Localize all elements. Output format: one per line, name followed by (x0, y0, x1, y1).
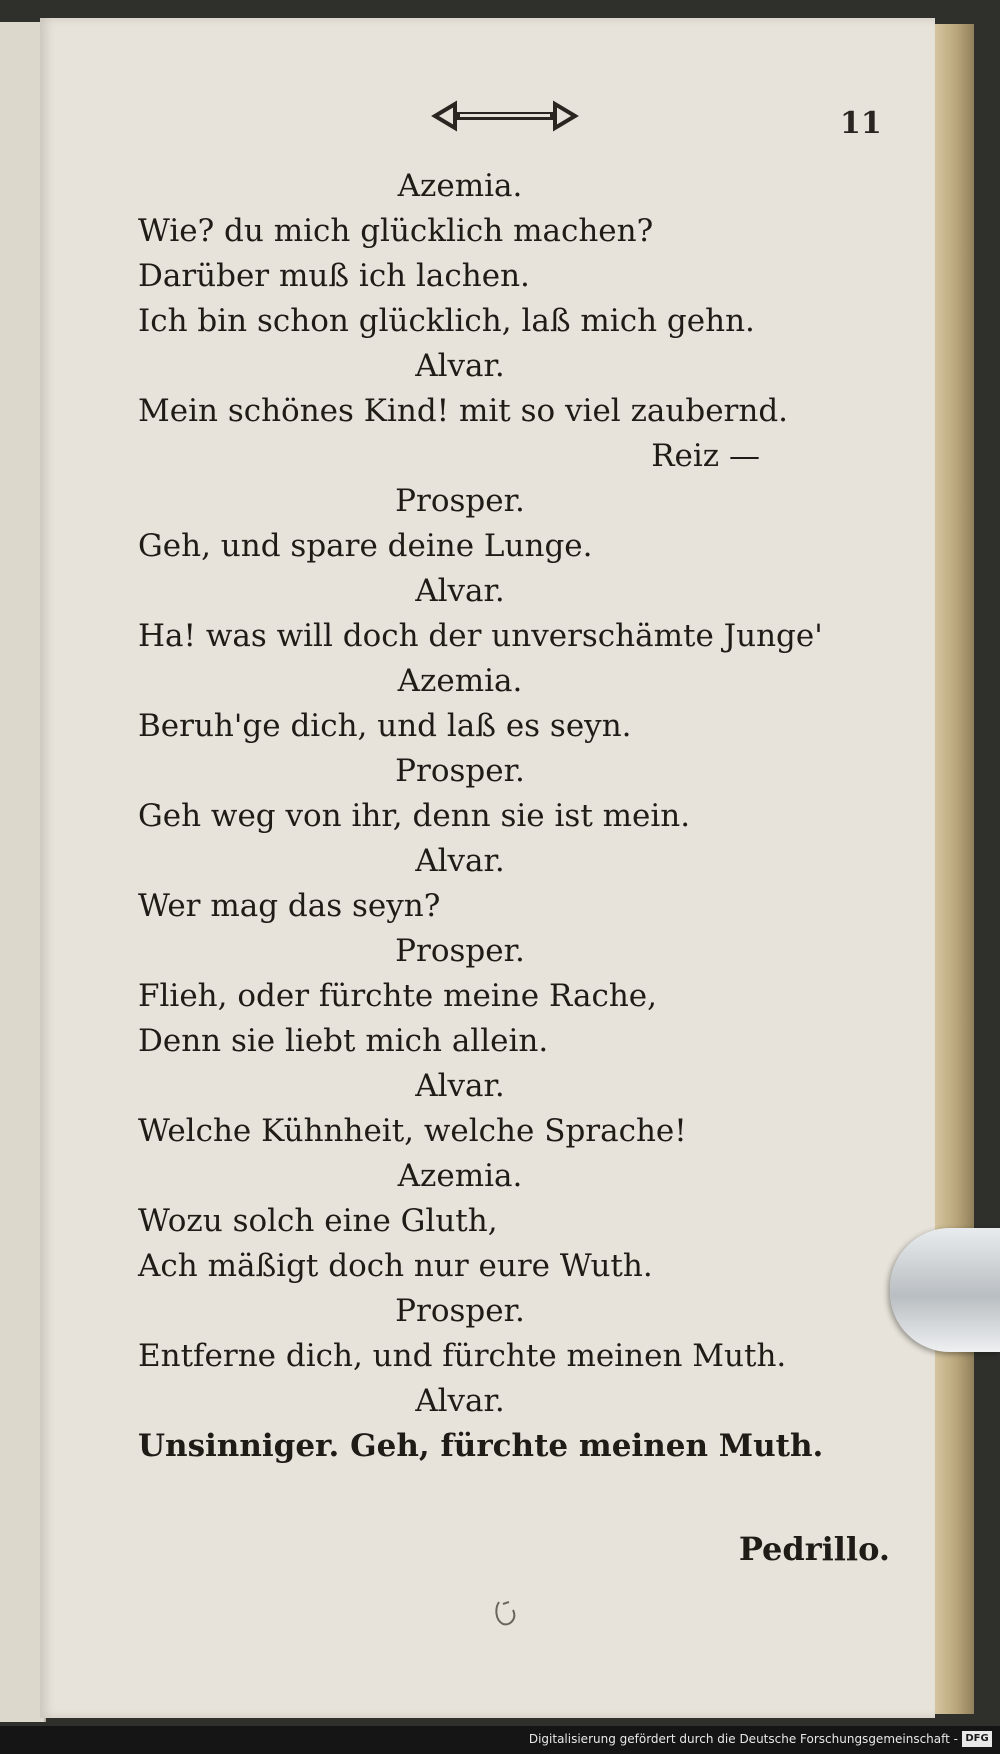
verse-line: Wie? du mich glücklich machen? (138, 213, 654, 249)
speaker-name: Prosper. (395, 483, 525, 519)
signature-mark-icon (493, 1598, 519, 1628)
verse-line: Denn sie liebt mich allein. (138, 1023, 549, 1059)
verse-line: Welche Kühnheit, welche Sprache! (138, 1113, 687, 1149)
verse-line: Darüber muß ich lachen. (138, 258, 530, 294)
speaker-name: Alvar. (415, 348, 505, 384)
verse-line: Geh, und spare deine Lunge. (138, 528, 593, 564)
verse-line: Ach mäßigt doch nur eure Wuth. (138, 1248, 653, 1284)
speaker-name: Alvar. (415, 573, 505, 609)
speaker-name: Azemia. (397, 663, 523, 699)
speaker-name: Prosper. (395, 933, 525, 969)
verse-line: Unsinniger. Geh, fürchte meinen Muth. (138, 1428, 824, 1464)
verse-line: Geh weg von ihr, denn sie ist mein. (138, 798, 691, 834)
dfg-logo: DFG (962, 1731, 992, 1747)
verse-line: Mein schönes Kind! mit so viel zaubernd. (138, 393, 789, 429)
play-text (120, 164, 890, 1469)
speaker-name: Prosper. (395, 1293, 525, 1329)
page-number: 11 (840, 106, 882, 141)
speaker-name: Prosper. (395, 753, 525, 789)
verse-line: Entferne dich, und fürchte meinen Muth. (138, 1338, 787, 1374)
footer-credit: Digitalisierung gefördert durch die Deutsche Forschungsgemeinschaft - (528, 1732, 958, 1746)
verse-line: Flieh, oder fürchte meine Rache, (138, 978, 658, 1014)
speaker-name: Alvar. (415, 843, 505, 879)
verse-line: Wozu solch eine Gluth, (138, 1203, 498, 1239)
verse-line: Ich bin schon glücklich, laß mich gehn. (138, 303, 755, 339)
speaker-name: Azemia. (397, 1158, 523, 1194)
catchword: Pedrillo. (738, 1530, 890, 1568)
verse-line: Beruh'ge dich, und laß es seyn. (138, 708, 632, 744)
page-stack-edge (932, 24, 974, 1714)
verse-line: Reiz — (651, 438, 760, 474)
verse-line: Ha! was will doch der unverschämte Junge' (138, 618, 823, 654)
speaker-name: Alvar. (415, 1068, 505, 1104)
ornament-rule-icon (430, 96, 580, 136)
speaker-name: Alvar. (415, 1383, 505, 1419)
metal-clip-icon (890, 1228, 1000, 1352)
speaker-name: Azemia. (397, 168, 523, 204)
verse-line: Wer mag das seyn? (138, 888, 441, 924)
